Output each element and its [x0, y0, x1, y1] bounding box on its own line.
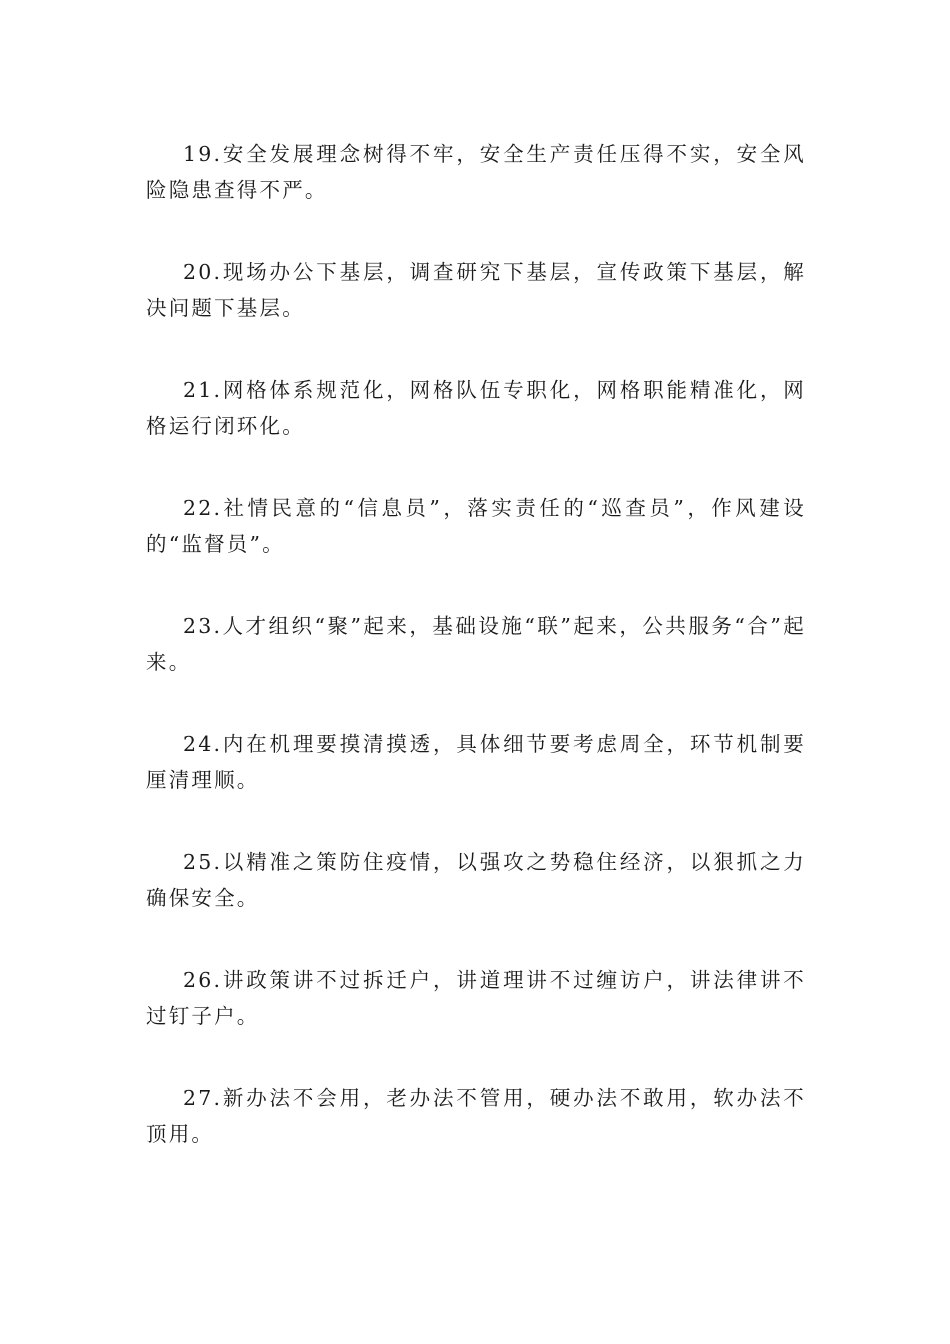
paragraph-24: 24.内在机理要摸清摸透，具体细节要考虑周全，环节机制要厘清理顺。	[146, 732, 806, 792]
paragraph-19: 19.安全发展理念树得不牢，安全生产责任压得不实，安全风险隐患查得不严。	[146, 142, 806, 202]
paragraph-21: 21.网格体系规范化，网格队伍专职化，网格职能精准化，网格运行闭环化。	[146, 378, 806, 438]
paragraph-27: 27.新办法不会用，老办法不管用，硬办法不敢用，软办法不顶用。	[146, 1086, 806, 1146]
paragraph-20: 20.现场办公下基层，调查研究下基层，宣传政策下基层，解决问题下基层。	[146, 260, 806, 320]
paragraph-23: 23.人才组织“聚”起来，基础设施“联”起来，公共服务“合”起来。	[146, 614, 806, 674]
paragraph-22: 22.社情民意的“信息员”，落实责任的“巡查员”，作风建设的“监督员”。	[146, 496, 806, 556]
paragraph-25: 25.以精准之策防住疫情，以强攻之势稳住经济，以狠抓之力确保安全。	[146, 850, 806, 910]
document-body	[146, 136, 806, 1152]
paragraph-26: 26.讲政策讲不过拆迁户，讲道理讲不过缠访户，讲法律讲不过钉子户。	[146, 968, 806, 1028]
